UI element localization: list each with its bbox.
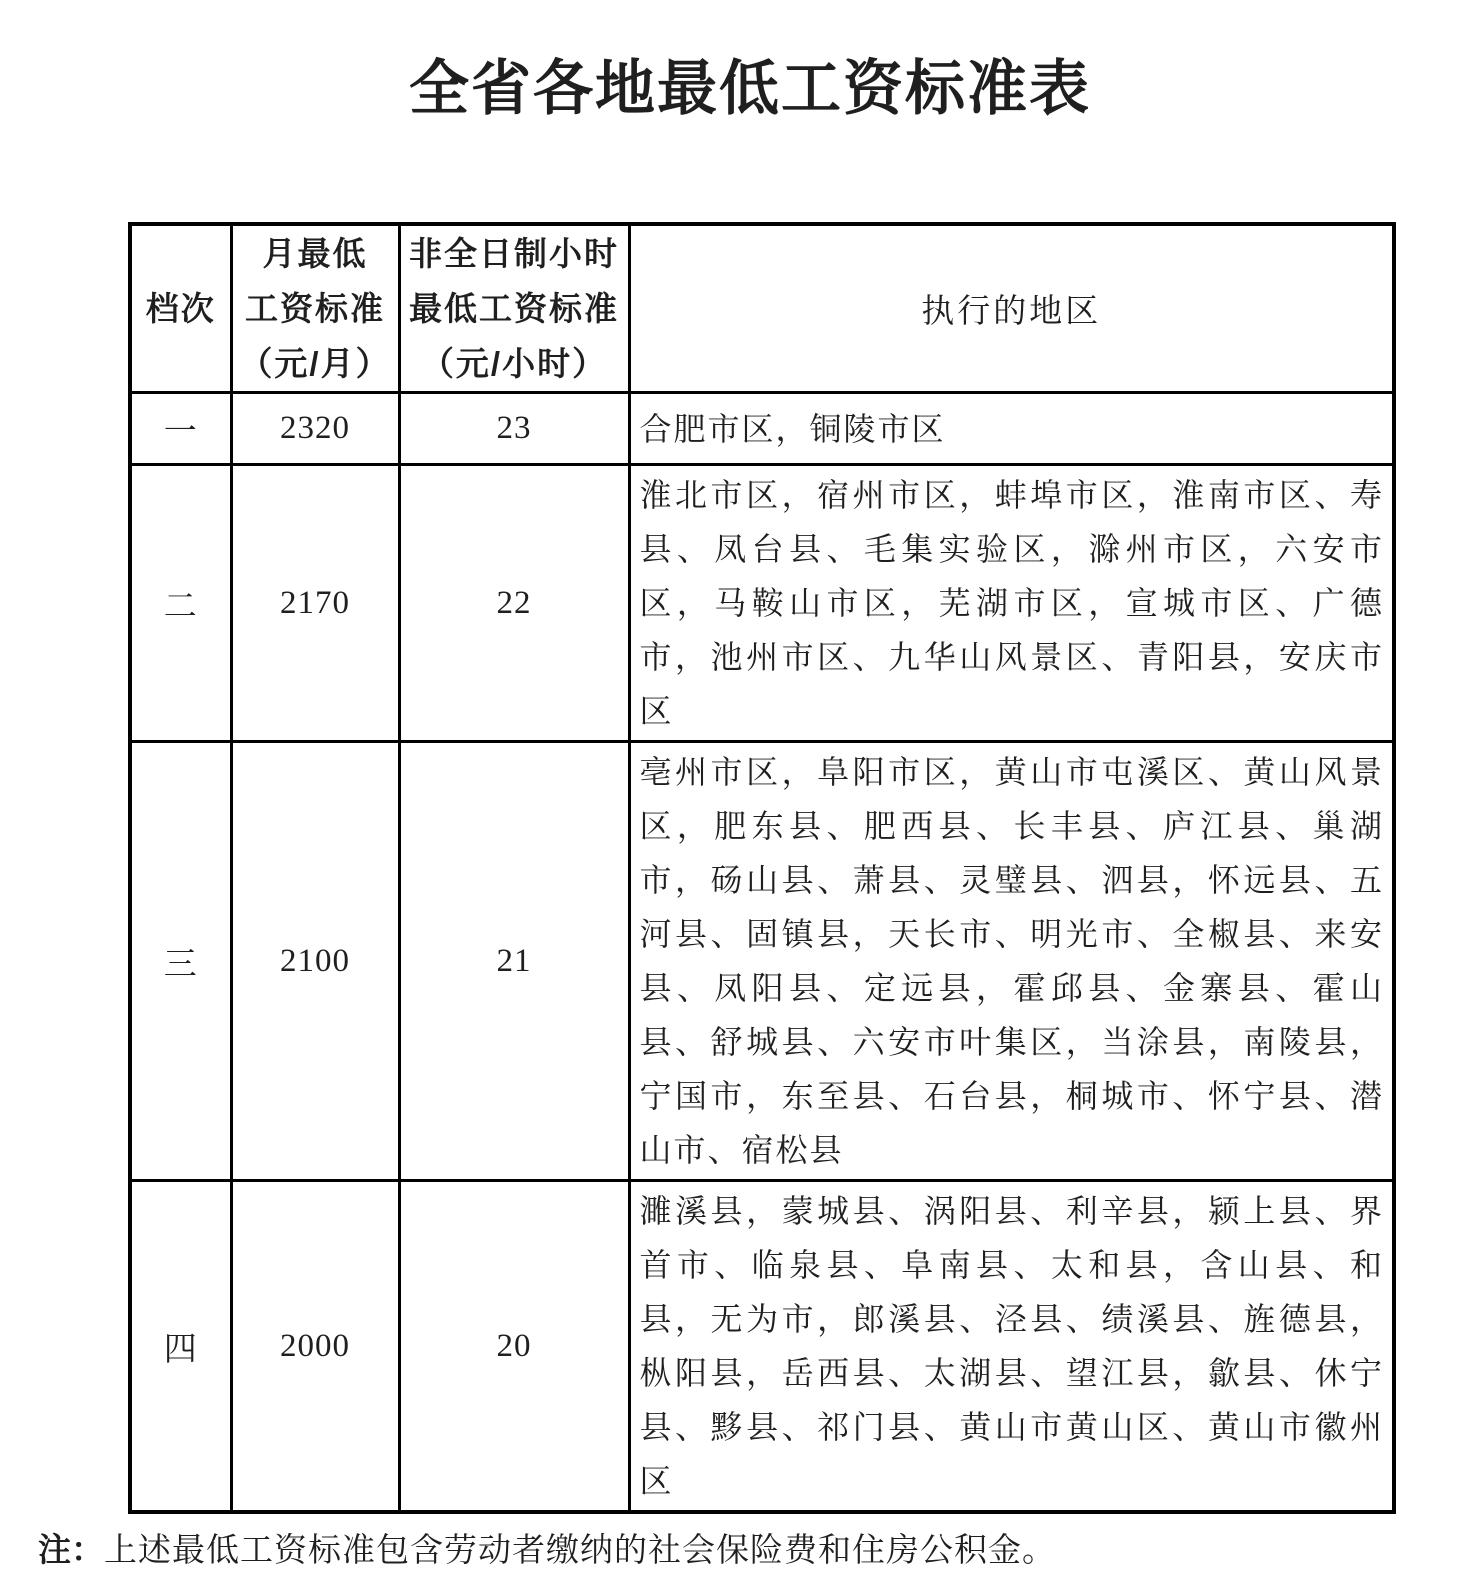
header-hourly-line-3: （元/小时） (420, 345, 608, 382)
monthly-wage-cell: 2320 (231, 393, 399, 465)
tier-cell: 一 (130, 393, 231, 465)
header-hourly-line-1: 非全日制小时 (409, 235, 619, 272)
header-monthly-line-3: （元/月） (239, 345, 391, 382)
note (38, 1524, 1477, 1571)
regions-cell: 亳州市区，阜阳市区，黄山市屯溪区、黄山风景区，肥东县、肥西县、长丰县、庐江县、巢湖市，砀山县、萧县、灵璧县、泗县，怀远县、五河县、固镇县，天长市、明光市、全椒县、来安县、凤阳县、定远县，霍邱县、金寨县、霍山县、舒城县、六安市叶集区，当涂县，南陵县，宁国市，东至县、石台县，桐城市、怀宁县、潜山市、宿松县 (629, 742, 1394, 1181)
page-title: 全省各地最低工资标准表 (409, 56, 1091, 122)
tier-cell: 三 (130, 742, 231, 1181)
header-hourly-line-2: 最低工资标准 (409, 290, 619, 327)
header-monthly-wage (231, 224, 399, 393)
table-row-tier-3 (130, 742, 1394, 1181)
header-region (629, 224, 1394, 393)
note-text: 上述最低工资标准包含劳动者缴纳的社会保险费和住房公积金。 (104, 1533, 1056, 1569)
monthly-wage-cell: 2170 (231, 465, 399, 742)
regions-cell: 淮北市区，宿州市区，蚌埠市区，淮南市区、寿县、凤台县、毛集实验区，滁州市区，六安市区，马鞍山市区，芜湖市区，宣城市区、广德市，池州市区、九华山风景区、青阳县，安庆市区 (629, 465, 1394, 742)
header-tier (130, 224, 231, 393)
header-monthly-line-2: 工资标准 (245, 290, 385, 327)
monthly-wage-cell: 2000 (231, 1181, 399, 1513)
header-hourly-wage (399, 224, 629, 393)
hourly-wage-cell: 20 (399, 1181, 629, 1513)
header-tier-label: 档次 (145, 290, 216, 327)
page (0, 43, 1477, 1571)
table-row-tier-4 (130, 1181, 1394, 1513)
table-row-tier-2 (130, 465, 1394, 742)
hourly-wage-cell: 22 (399, 465, 629, 742)
hourly-wage-cell: 23 (399, 393, 629, 465)
header-monthly-line-1: 月最低 (262, 235, 368, 272)
tier-cell: 二 (130, 465, 231, 742)
hourly-wage-cell: 21 (399, 742, 629, 1181)
table-row-tier-1 (130, 393, 1394, 465)
note-label: 注： (38, 1531, 104, 1568)
monthly-wage-cell: 2100 (231, 742, 399, 1181)
regions-cell: 濉溪县，蒙城县、涡阳县、利辛县，颍上县、界首市、临泉县、阜南县、太和县，含山县、和县，无为市，郎溪县、泾县、绩溪县、旌德县，枞阳县，岳西县、太湖县、望江县，歙县、休宁县、黟县、祁门县、黄山市黄山区、黄山市徽州区 (629, 1181, 1394, 1513)
minimum-wage-table (128, 222, 1396, 1514)
tier-cell: 四 (130, 1181, 231, 1513)
regions-cell: 合肥市区，铜陵市区 (629, 393, 1394, 465)
header-row (130, 224, 1394, 393)
header-region-label: 执行的地区 (921, 292, 1102, 329)
